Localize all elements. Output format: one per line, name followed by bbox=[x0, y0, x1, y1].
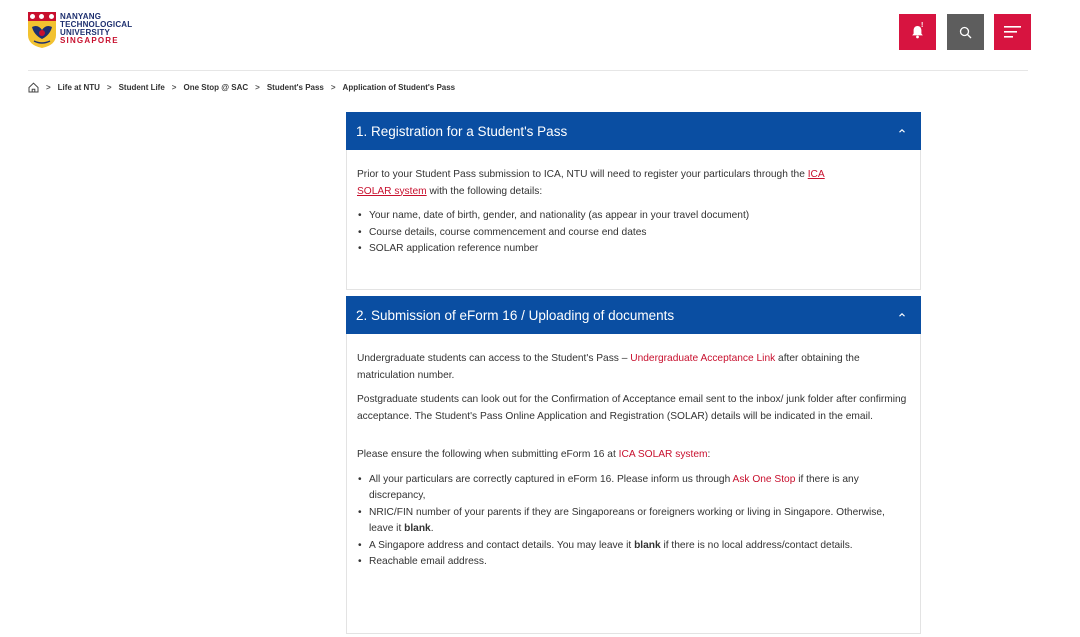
list-item bbox=[357, 472, 908, 505]
logo-line: SINGAPORE bbox=[60, 36, 119, 45]
breadcrumb-separator: > bbox=[46, 83, 51, 92]
logo-line: NANYANG bbox=[60, 12, 102, 21]
accordion-section-submission bbox=[346, 296, 921, 634]
list-item: • SOLAR application reference number bbox=[357, 241, 908, 258]
breadcrumb bbox=[28, 82, 455, 93]
instructions-paragraph bbox=[357, 447, 908, 464]
item-text: NRIC/FIN number of your parents if they are Singaporeans or foreigners working or living in Singapore. Otherwise, leave it bbox=[369, 506, 885, 534]
ica-solar-link[interactable]: SOLAR system bbox=[357, 185, 427, 197]
chevron-up-icon[interactable] bbox=[897, 310, 907, 320]
accordion-header[interactable] bbox=[346, 112, 921, 150]
university-name bbox=[60, 12, 132, 45]
accordion-title: 2. Submission of eForm 16 / Uploading of documents bbox=[356, 307, 675, 323]
undergraduate-acceptance-link[interactable]: Undergraduate Acceptance Link bbox=[630, 353, 776, 364]
postgrad-paragraph: Postgraduate students can look out for the Confirmation of Acceptance email sent to the inbox/ junk folder after confirming acceptance. The Student's Pass Online Application and Registration (SOLAR) details will be indicated in the email. bbox=[357, 394, 907, 422]
item-text: if there is no local address/contact details. bbox=[660, 539, 853, 551]
site-header bbox=[0, 0, 1080, 70]
list-item: • Reachable email address. bbox=[357, 554, 908, 571]
search-button[interactable] bbox=[947, 14, 984, 50]
ntu-crest-icon bbox=[28, 12, 56, 48]
header-divider bbox=[28, 70, 1028, 71]
breadcrumb-item-students-pass[interactable]: Student's Pass bbox=[266, 83, 324, 92]
item-text: All your particulars are correctly captured in eForm 16. Please inform us through bbox=[369, 473, 733, 485]
paragraph-text: Please ensure the following when submitting eForm 16 at bbox=[357, 449, 619, 460]
breadcrumb-separator: > bbox=[106, 83, 112, 92]
ask-one-stop-link[interactable]: Ask One Stop bbox=[732, 473, 796, 485]
requirements-list bbox=[357, 472, 908, 571]
breadcrumb-separator: > bbox=[330, 83, 336, 92]
item-text: A Singapore address and contact details. You may leave it bbox=[369, 539, 635, 551]
ica-solar-link[interactable]: ICA bbox=[807, 169, 825, 180]
logo-line: TECHNOLOGICAL bbox=[60, 20, 133, 29]
spacer bbox=[357, 433, 908, 447]
notifications-button[interactable] bbox=[899, 14, 936, 50]
list-item bbox=[357, 505, 908, 538]
intro-paragraph bbox=[357, 167, 908, 200]
details-list bbox=[357, 208, 908, 258]
list-item: • Course details, course commencement and course end dates bbox=[357, 225, 908, 242]
accordion-header[interactable] bbox=[346, 296, 921, 334]
paragraph-text: : bbox=[707, 449, 711, 460]
paragraph-text: after obtaining the matriculation number. bbox=[357, 353, 860, 381]
accordion-section-registration bbox=[346, 112, 921, 290]
notification-badge: ! bbox=[921, 22, 924, 29]
emphasis-text: blank bbox=[634, 539, 661, 551]
menu-icon bbox=[1004, 25, 1021, 39]
ntu-logo[interactable] bbox=[28, 12, 132, 48]
emphasis-text: blank bbox=[404, 523, 431, 534]
ica-solar-system-link[interactable]: ICA SOLAR system bbox=[618, 449, 708, 460]
paragraph-text: Undergraduate students can access to the Student's Pass – bbox=[357, 353, 631, 364]
breadcrumb-separator: > bbox=[171, 83, 177, 92]
home-icon[interactable] bbox=[28, 82, 39, 93]
breadcrumb-separator: > bbox=[255, 83, 260, 92]
breadcrumb-item-student-life[interactable]: Student Life bbox=[118, 83, 165, 92]
list-item bbox=[357, 538, 908, 555]
breadcrumb-item-current: Application of Student's Pass bbox=[342, 83, 456, 92]
intro-text: with the following details: bbox=[426, 185, 543, 197]
search-icon bbox=[959, 26, 972, 39]
breadcrumb-item-one-stop[interactable]: One Stop @ SAC bbox=[183, 83, 249, 92]
accordion-body bbox=[347, 334, 920, 571]
chevron-up-icon[interactable] bbox=[897, 126, 907, 136]
item-text: . bbox=[430, 523, 434, 534]
list-item: • Your name, date of birth, gender, and nationality (as appear in your travel document) bbox=[357, 208, 908, 225]
item-text: if there is any discrepancy, bbox=[369, 473, 859, 501]
intro-text: Prior to your Student Pass submission to ICA, NTU will need to register your particulars through the bbox=[357, 169, 808, 180]
accordion-title: 1. Registration for a Student's Pass bbox=[356, 123, 568, 139]
breadcrumb-item-life-at-ntu[interactable]: Life at NTU bbox=[57, 83, 100, 92]
undergrad-paragraph bbox=[357, 351, 908, 384]
logo-line: UNIVERSITY bbox=[60, 28, 111, 37]
menu-button[interactable] bbox=[994, 14, 1031, 50]
accordion-body bbox=[347, 150, 920, 258]
